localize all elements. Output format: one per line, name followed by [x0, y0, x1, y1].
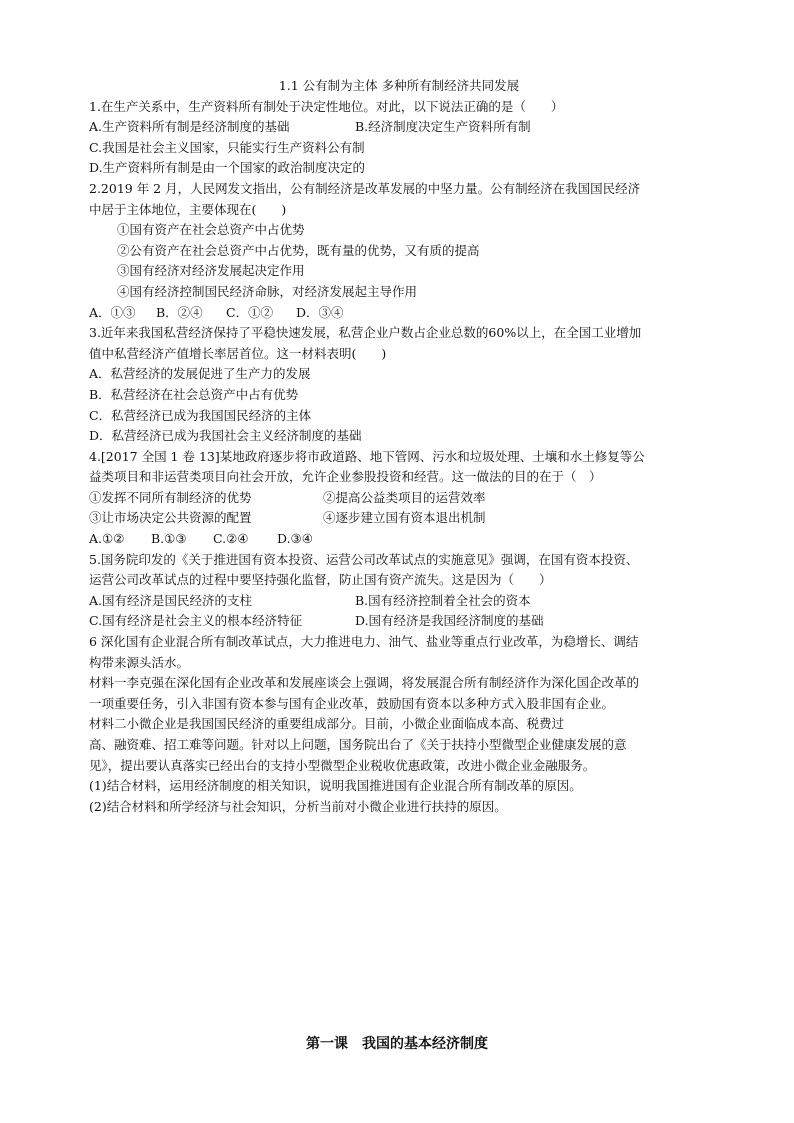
- q1-option-b: B.经济制度决定生产资料所有制: [355, 119, 531, 135]
- q4-option-d: D.③④: [277, 531, 313, 547]
- q6-intro-1: 6 深化国有企业混合所有制改革试点，大力推进电力、油气、盐业等重点行业改革，为稳增长、调结: [89, 634, 639, 650]
- document-body: [89, 76, 709, 817]
- q5-options-ab: [89, 591, 709, 612]
- q6-material-2-line-3: 见》，提出要认真落实已经出台的支持小型微型企业税收优惠政策，改进小微企业金融服务。: [89, 757, 596, 773]
- q3-option-d: D．私营经济已成为我国社会主义经济制度的基础: [89, 428, 362, 444]
- question-2: [89, 179, 709, 323]
- q4-stem-2: 益类项目和非运营类项目向社会开放，允许企业参股投资和经营。这一做法的目的在于（ ）: [89, 469, 602, 485]
- question-3: [89, 323, 709, 447]
- question-1: [89, 97, 709, 179]
- q6-material-1-line-2: 一项重要任务，引入非国有资本参与国有企业改革，鼓励国有资本以多种方式入股非国有企业。: [89, 695, 615, 711]
- q5-stem-2: 运营公司改革试点的过程中要坚持强化监督，防止国有资产流失。这是因为（ ）: [89, 572, 552, 588]
- q3-option-b: B．私营经济在社会总资产中占有优势: [89, 386, 299, 402]
- q4-statements-34: [89, 508, 709, 529]
- q5-stem-1: 5.国务院印发的《关于推进国有资本投资、运营公司改革试点的实施意见》强调，在国有资本投资、: [89, 551, 639, 567]
- q4-option-c: C.②④: [213, 531, 249, 547]
- q4-statement-4: ④逐步建立国有资本退出机制: [323, 510, 486, 526]
- q2-option-a: A．①③: [89, 304, 136, 320]
- q4-stem-1: 4.[2017 全国 1 卷 13]某地政府逐步将市政道路、地下管网、污水和垃圾处理、土壤和水土修复等公: [89, 448, 645, 464]
- q6-part-1: (1)结合材料，运用经济制度的相关知识，说明我国推进国有企业混合所有制改革的原因。: [89, 778, 582, 794]
- question-5: [89, 550, 709, 632]
- q1-options-ab: [89, 117, 709, 138]
- q4-option-a: A.①②: [89, 531, 125, 547]
- q2-option-c: C．①②: [226, 304, 274, 320]
- q6-intro-2: 构带来源头活水。: [89, 654, 190, 670]
- q2-options: [89, 303, 709, 324]
- q2-statement-1: ①国有资产在社会总资产中占优势: [117, 222, 305, 238]
- q3-option-c: C．私营经济已成为我国国民经济的主体: [89, 407, 312, 423]
- q2-stem-2: 中居于主体地位，主要体现在( ): [89, 201, 287, 217]
- q1-stem: 1.在生产关系中，生产资料所有制处于决定性地位。对此，以下说法正确的是（ ）: [89, 98, 564, 114]
- question-4: [89, 447, 709, 550]
- q6-material-1-line-1: 材料一李克强在深化国有企业改革和发展座谈会上强调，将发展混合所有制经济作为深化国企改革的: [89, 675, 640, 691]
- q1-option-d: D.生产资料所有制是由一个国家的政治制度决定的: [89, 160, 366, 176]
- q6-material-2-line-2: 高、融资难、招工难等问题。针对以上问题，国务院出台了《关于扶持小型微型企业健康发展的意: [89, 737, 627, 752]
- q6-part-2: (2)结合材料和所学经济与社会知识，分析当前对小微企业进行扶持的原因。: [89, 798, 507, 814]
- q2-stem-1: 2.2019 年 2 月，人民网发文指出，公有制经济是改革发展的中坚力量。公有制经济在我国国民经济: [89, 180, 641, 196]
- q2-option-b: B．②④: [156, 304, 203, 320]
- q2-statement-3: ③国有经济对经济发展起决定作用: [117, 263, 305, 279]
- q2-statement-4: ④国有经济控制国民经济命脉，对经济发展起主导作用: [117, 283, 418, 299]
- q2-statement-2: ②公有资产在社会总资产中占优势，既有量的优势，又有质的提高: [117, 242, 480, 258]
- q4-statement-2: ②提高公益类项目的运营效率: [323, 489, 486, 505]
- q3-stem-1: 3.近年来我国私营经济保持了平稳快速发展，私营企业户数占企业总数的60%以上，在全国工业增加: [89, 325, 642, 341]
- q5-option-b: B.国有经济控制着全社会的资本: [355, 592, 531, 608]
- question-6: [89, 632, 709, 817]
- lesson-heading: 第一课 我国的基本经济制度: [306, 1036, 488, 1052]
- q6-material-2-line-1: 材料二小微企业是我国国民经济的重要组成部分。目前，小微企业面临成本高、税费过: [89, 716, 565, 732]
- q1-option-c: C.我国是社会主义国家，只能实行生产资料公有制: [89, 139, 365, 155]
- q5-option-c: C.国有经济是社会主义的根本经济特征: [89, 613, 303, 629]
- q4-statements-12: [89, 488, 709, 509]
- q3-stem-2: 值中私营经济产值增长率居首位。这一材料表明( ): [89, 345, 387, 361]
- q4-option-b: B.①③: [151, 531, 187, 547]
- q4-options: [89, 529, 709, 550]
- q5-options-cd: [89, 611, 709, 632]
- q1-option-a: A.生产资料所有制是经济制度的基础: [89, 119, 290, 135]
- q5-option-a: A.国有经济是国民经济的支柱: [89, 592, 253, 608]
- q5-option-d: D.国有经济是我国经济制度的基础: [355, 613, 544, 629]
- page-title: 1.1 公有制为主体 多种所有制经济共同发展: [278, 78, 520, 93]
- q2-option-d: D．③④: [296, 304, 344, 320]
- q4-statement-3: ③让市场决定公共资源的配置: [89, 510, 252, 526]
- q4-statement-1: ①发挥不同所有制经济的优势: [89, 489, 252, 505]
- q3-option-a: A．私营经济的发展促进了生产力的发展: [89, 366, 311, 382]
